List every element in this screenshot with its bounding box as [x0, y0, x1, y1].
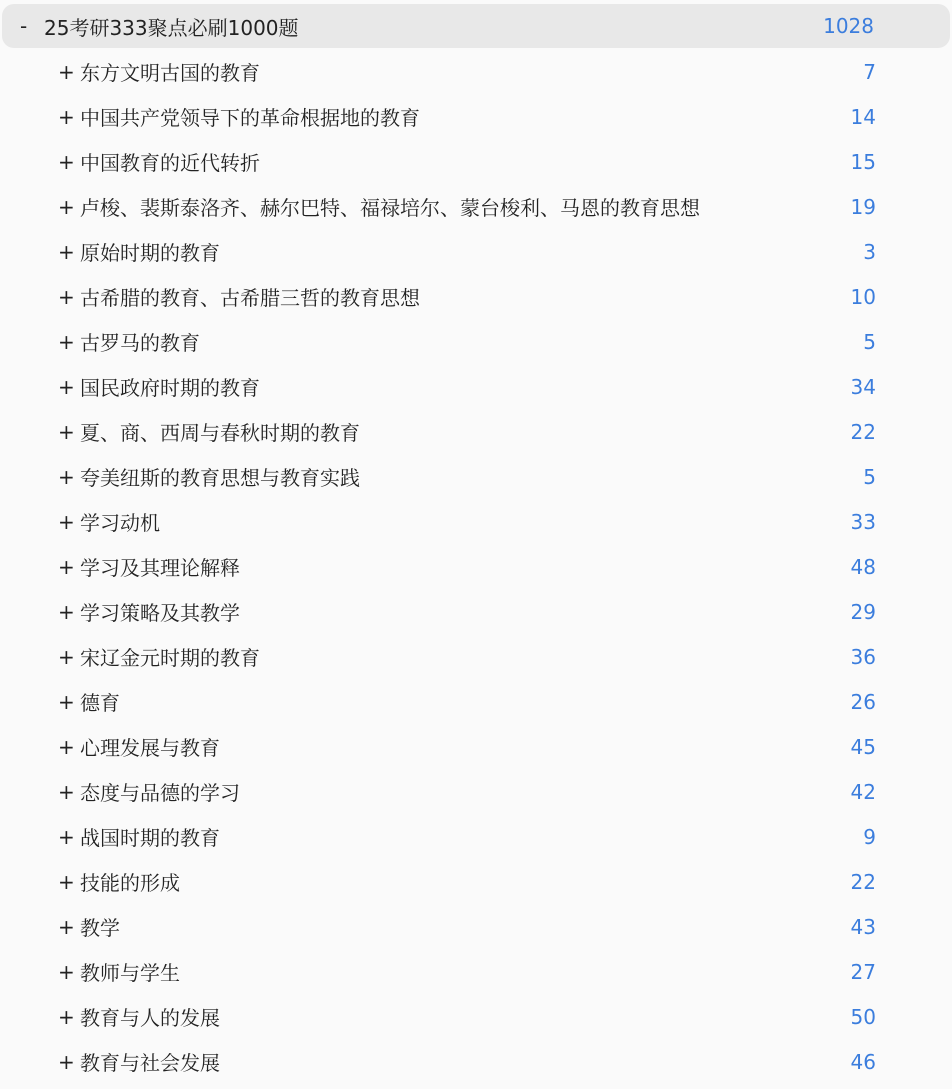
- child-node-count: 29: [850, 599, 876, 624]
- child-node-label: 夏、商、西周与春秋时期的教育: [80, 421, 360, 445]
- tree-child-node[interactable]: [0, 814, 896, 859]
- child-node-count: 50: [850, 1004, 876, 1029]
- child-node-count: 27: [850, 959, 876, 984]
- child-node-label: 学习及其理论解释: [80, 556, 240, 580]
- tree-child-node[interactable]: [0, 904, 896, 949]
- expand-toggle[interactable]: +: [58, 374, 75, 399]
- child-node-label: 教育与人的发展: [80, 1006, 220, 1030]
- child-node-count: 3: [863, 239, 876, 264]
- tree-child-node[interactable]: [0, 859, 896, 904]
- expand-toggle[interactable]: +: [58, 1004, 75, 1029]
- tree-child-node[interactable]: [0, 364, 896, 409]
- tree-child-node[interactable]: [0, 994, 896, 1039]
- expand-toggle[interactable]: +: [58, 824, 75, 849]
- expand-toggle[interactable]: +: [58, 149, 75, 174]
- child-node-count: 22: [850, 419, 876, 444]
- child-node-count: 10: [850, 284, 876, 309]
- expand-toggle[interactable]: +: [58, 194, 75, 219]
- child-node-label: 战国时期的教育: [80, 826, 220, 850]
- child-node-count: 46: [850, 1049, 876, 1074]
- child-node-count: 14: [850, 104, 876, 129]
- child-node-label: 宋辽金元时期的教育: [80, 646, 260, 670]
- expand-toggle[interactable]: +: [58, 959, 75, 984]
- tree-child-node[interactable]: [0, 769, 896, 814]
- expand-toggle[interactable]: +: [58, 554, 75, 579]
- expand-toggle[interactable]: +: [58, 104, 75, 129]
- tree-child-node[interactable]: [0, 274, 896, 319]
- child-node-count: 42: [850, 779, 876, 804]
- child-node-count: 34: [850, 374, 876, 399]
- tree-child-node[interactable]: [0, 229, 896, 274]
- tree-child-node[interactable]: [0, 319, 896, 364]
- child-node-label: 原始时期的教育: [80, 241, 220, 265]
- expand-toggle[interactable]: +: [58, 329, 75, 354]
- expand-toggle[interactable]: +: [58, 644, 75, 669]
- expand-toggle[interactable]: +: [58, 869, 75, 894]
- child-node-count: 26: [850, 689, 876, 714]
- tree-child-node[interactable]: [0, 679, 896, 724]
- child-node-label: 国民政府时期的教育: [80, 376, 260, 400]
- expand-toggle[interactable]: +: [58, 734, 75, 759]
- tree-child-node[interactable]: [0, 1039, 896, 1084]
- tree-child-node[interactable]: [0, 589, 896, 634]
- child-node-label: 教师与学生: [80, 961, 180, 985]
- expand-toggle[interactable]: +: [58, 419, 75, 444]
- child-node-count: 15: [850, 149, 876, 174]
- child-node-label: 夸美纽斯的教育思想与教育实践: [80, 466, 360, 490]
- tree-child-node[interactable]: [0, 544, 896, 589]
- tree-child-node[interactable]: [0, 454, 896, 499]
- expand-toggle[interactable]: +: [58, 914, 75, 939]
- child-node-label: 学习策略及其教学: [80, 601, 240, 625]
- child-node-label: 教学: [80, 916, 120, 940]
- root-node-label: 25考研333聚点必刷1000题: [44, 15, 299, 40]
- expand-toggle[interactable]: +: [58, 59, 75, 84]
- child-node-count: 45: [850, 734, 876, 759]
- child-node-count: 48: [850, 554, 876, 579]
- child-node-label: 中国教育的近代转折: [80, 151, 260, 175]
- child-node-label: 教育与社会发展: [80, 1051, 220, 1075]
- child-node-label: 古希腊的教育、古希腊三哲的教育思想: [80, 286, 420, 310]
- tree-child-node[interactable]: [0, 634, 896, 679]
- child-node-count: 7: [863, 59, 876, 84]
- tree-child-node[interactable]: [0, 724, 896, 769]
- collapse-toggle[interactable]: -: [20, 14, 28, 38]
- child-node-count: 9: [863, 824, 876, 849]
- child-node-label: 技能的形成: [80, 871, 180, 895]
- child-node-count: 22: [850, 869, 876, 894]
- expand-toggle[interactable]: +: [58, 689, 75, 714]
- tree-child-node[interactable]: [0, 49, 896, 94]
- child-node-label: 学习动机: [80, 511, 160, 535]
- tree-child-node[interactable]: [0, 139, 896, 184]
- expand-toggle[interactable]: +: [58, 284, 75, 309]
- expand-toggle[interactable]: +: [58, 509, 75, 534]
- tree-root-node[interactable]: [2, 4, 950, 48]
- child-node-label: 态度与品德的学习: [80, 781, 240, 805]
- child-node-count: 43: [850, 914, 876, 939]
- tree-child-node[interactable]: [0, 184, 896, 229]
- tree-child-node[interactable]: [0, 409, 896, 454]
- expand-toggle[interactable]: +: [58, 599, 75, 624]
- child-node-label: 卢梭、裴斯泰洛齐、赫尔巴特、福禄培尔、蒙台梭利、马恩的教育思想: [80, 196, 700, 220]
- tree-child-node[interactable]: [0, 94, 896, 139]
- child-node-label: 古罗马的教育: [80, 331, 200, 355]
- child-node-count: 19: [850, 194, 876, 219]
- tree-child-node[interactable]: [0, 499, 896, 544]
- child-node-label: 心理发展与教育: [80, 736, 220, 760]
- root-node-count: 1028: [823, 14, 874, 38]
- expand-toggle[interactable]: +: [58, 1049, 75, 1074]
- child-node-count: 36: [850, 644, 876, 669]
- child-node-count: 33: [850, 509, 876, 534]
- child-node-label: 德育: [80, 691, 120, 715]
- expand-toggle[interactable]: +: [58, 779, 75, 804]
- child-node-count: 5: [863, 329, 876, 354]
- child-node-label: 中国共产党领导下的革命根据地的教育: [80, 106, 420, 130]
- expand-toggle[interactable]: +: [58, 464, 75, 489]
- tree-child-node[interactable]: [0, 949, 896, 994]
- child-node-label: 东方文明古国的教育: [80, 61, 260, 85]
- child-node-count: 5: [863, 464, 876, 489]
- expand-toggle[interactable]: +: [58, 239, 75, 264]
